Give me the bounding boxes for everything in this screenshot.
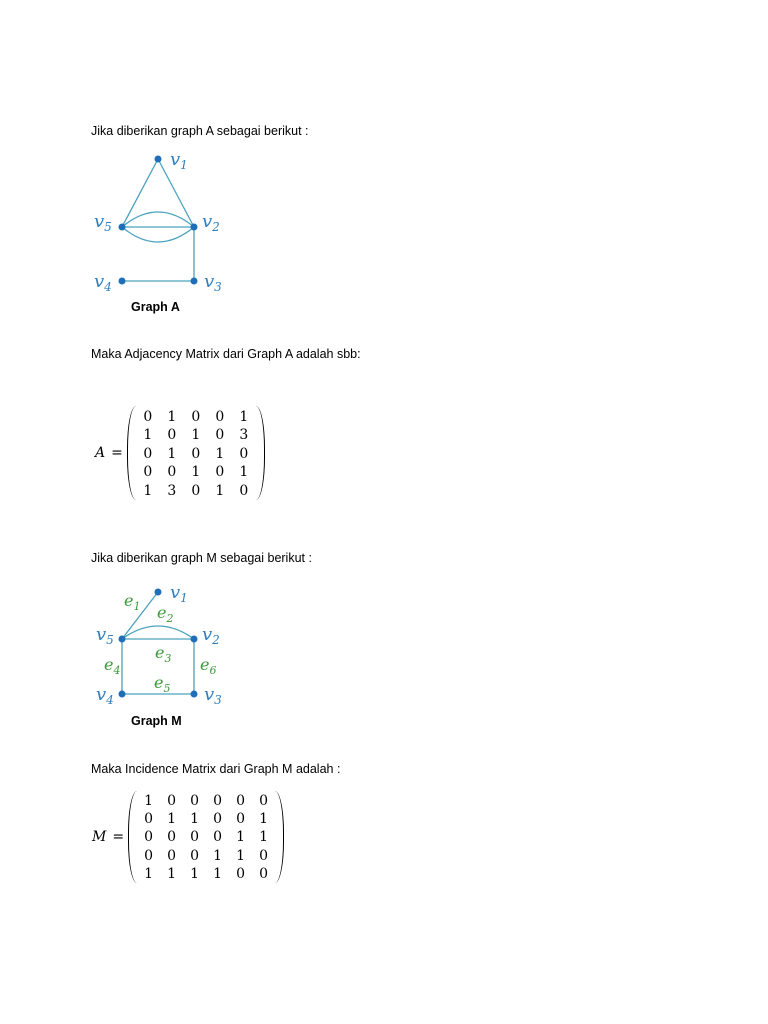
graph-m-diagram xyxy=(90,578,250,708)
matrix-a-cell: 1 xyxy=(143,482,153,499)
matrix-m-cell: 0 xyxy=(190,829,200,846)
matrix-m-cell: 1 xyxy=(236,847,246,864)
matrix-a-left-paren xyxy=(127,406,136,500)
matrix-m-left-paren xyxy=(128,791,137,883)
intro-graph-a-text: Jika diberikan graph A sebagai berikut : xyxy=(91,124,309,138)
incidence-matrix-m xyxy=(92,791,284,883)
matrix-m-cell: 0 xyxy=(213,793,223,809)
matrix-m-cell: 0 xyxy=(259,865,269,882)
graph-a-edge-v5-v2-lower xyxy=(122,227,194,242)
graph-a-label-v5: $v_5$ xyxy=(94,211,112,234)
adjacency-intro-text: Maka Adjacency Matrix dari Graph A adalah sbb: xyxy=(91,347,361,361)
graph-m-label-v5: $v_5$ xyxy=(96,624,114,647)
graph-m-node-v1 xyxy=(155,589,162,596)
matrix-a-cell: 0 xyxy=(239,445,249,462)
graph-a-label-v3: $v_3$ xyxy=(204,271,222,294)
matrix-m-cell: 0 xyxy=(236,793,246,809)
matrix-m-label: M xyxy=(92,829,107,845)
matrix-a-cell: 1 xyxy=(239,464,249,481)
matrix-m-cell: 0 xyxy=(190,847,200,864)
matrix-m-cell: 0 xyxy=(167,847,177,864)
graph-m-node-v5 xyxy=(119,636,126,643)
matrix-m-cell: 1 xyxy=(259,829,269,846)
matrix-a-cell: 1 xyxy=(191,427,201,444)
matrix-m-cell: 1 xyxy=(167,865,177,882)
graph-m-label-v4: $v_4$ xyxy=(96,684,114,707)
matrix-m-equals: = xyxy=(112,829,125,845)
graph-a-node-v5 xyxy=(119,224,126,231)
matrix-m-cell: 1 xyxy=(144,793,154,809)
graph-m-edge-e2 xyxy=(122,626,194,639)
graph-m-caption: Graph M xyxy=(131,714,182,728)
matrix-m-cell: 0 xyxy=(190,793,200,809)
matrix-m-cell: 0 xyxy=(259,847,269,864)
matrix-m-cell: 1 xyxy=(190,811,200,828)
matrix-a-cell: 0 xyxy=(215,427,225,444)
intro-graph-m-text: Jika diberikan graph M sebagai berikut : xyxy=(91,551,312,565)
adjacency-matrix-a xyxy=(95,406,265,500)
graph-a-diagram xyxy=(90,145,250,295)
incidence-intro-text: Maka Incidence Matrix dari Graph M adalah : xyxy=(91,762,341,776)
matrix-a-cell: 0 xyxy=(167,427,177,444)
matrix-m-cell: 0 xyxy=(144,811,154,828)
matrix-m-cell: 0 xyxy=(236,811,246,828)
matrix-a-cell: 0 xyxy=(143,409,153,425)
matrix-a-cell: 0 xyxy=(191,482,201,499)
matrix-a-cell: 1 xyxy=(167,445,177,462)
graph-m-label-e5: $e_5$ xyxy=(154,673,171,695)
matrix-m-cell: 0 xyxy=(144,829,154,846)
graph-a-label-v2: $v_2$ xyxy=(202,211,220,234)
graph-m-label-e1: $e_1$ xyxy=(124,591,141,613)
matrix-m-cell: 0 xyxy=(167,829,177,846)
matrix-a-cell: 0 xyxy=(215,464,225,481)
matrix-m-cell: 0 xyxy=(167,793,177,809)
graph-a-caption: Graph A xyxy=(131,300,180,314)
graph-m-node-v4 xyxy=(119,691,126,698)
matrix-a-cell: 1 xyxy=(215,445,225,462)
matrix-a-cell: 1 xyxy=(143,427,153,444)
graph-m-label-e2: $e_2$ xyxy=(157,603,174,625)
graph-m-label-v2: $v_2$ xyxy=(202,624,220,647)
graph-m-node-v2 xyxy=(191,636,198,643)
matrix-a-cell: 0 xyxy=(215,409,225,425)
matrix-a-right-paren xyxy=(256,406,265,500)
matrix-m-cell: 1 xyxy=(259,811,269,828)
matrix-a-cell: 3 xyxy=(239,427,249,444)
graph-a-node-v2 xyxy=(191,224,198,231)
matrix-m-cell: 1 xyxy=(167,811,177,828)
matrix-a-cell: 0 xyxy=(143,464,153,481)
matrix-a-cell: 3 xyxy=(167,482,177,499)
matrix-m-cell: 0 xyxy=(236,865,246,882)
graph-a-node-v4 xyxy=(119,278,126,285)
graph-m-label-e6: $e_6$ xyxy=(200,655,217,677)
matrix-m-cell: 1 xyxy=(213,847,223,864)
graph-a-node-v3 xyxy=(191,278,198,285)
matrix-a-cell: 1 xyxy=(215,482,225,499)
graph-m-node-v3 xyxy=(191,691,198,698)
matrix-a-cell: 0 xyxy=(191,409,201,425)
graph-a-node-v1 xyxy=(155,156,162,163)
matrix-a-cell: 0 xyxy=(239,482,249,499)
matrix-a-cell: 0 xyxy=(191,445,201,462)
matrix-a-equals: = xyxy=(111,445,123,461)
graph-m-label-v1: $v_1$ xyxy=(170,582,188,605)
graph-a-edge-v5-v2-upper xyxy=(122,212,194,227)
matrix-m-cell: 0 xyxy=(144,847,154,864)
matrix-m-cell: 1 xyxy=(236,829,246,846)
graph-a-edge-v1-v5 xyxy=(122,159,158,227)
graph-m-label-v3: $v_3$ xyxy=(204,684,222,707)
matrix-a-cell: 0 xyxy=(143,445,153,462)
matrix-a-cell: 1 xyxy=(167,409,177,425)
matrix-m-cell: 0 xyxy=(213,829,223,846)
matrix-m-grid xyxy=(137,791,275,883)
matrix-m-cell: 1 xyxy=(190,865,200,882)
matrix-m-cell: 1 xyxy=(213,865,223,882)
graph-m-label-e4: $e_4$ xyxy=(104,655,121,677)
matrix-a-cell: 1 xyxy=(239,409,249,425)
graph-a-label-v1: $v_1$ xyxy=(170,149,188,172)
matrix-m-right-paren xyxy=(275,791,284,883)
matrix-a-cell: 0 xyxy=(167,464,177,481)
matrix-m-cell: 0 xyxy=(259,793,269,809)
graph-a-label-v4: $v_4$ xyxy=(94,271,112,294)
graph-m-label-e3: $e_3$ xyxy=(155,643,172,665)
matrix-m-cell: 1 xyxy=(144,865,154,882)
matrix-a-label: A xyxy=(95,445,106,461)
matrix-a-cell: 1 xyxy=(191,464,201,481)
matrix-a-grid xyxy=(136,406,256,500)
matrix-m-cell: 0 xyxy=(213,811,223,828)
